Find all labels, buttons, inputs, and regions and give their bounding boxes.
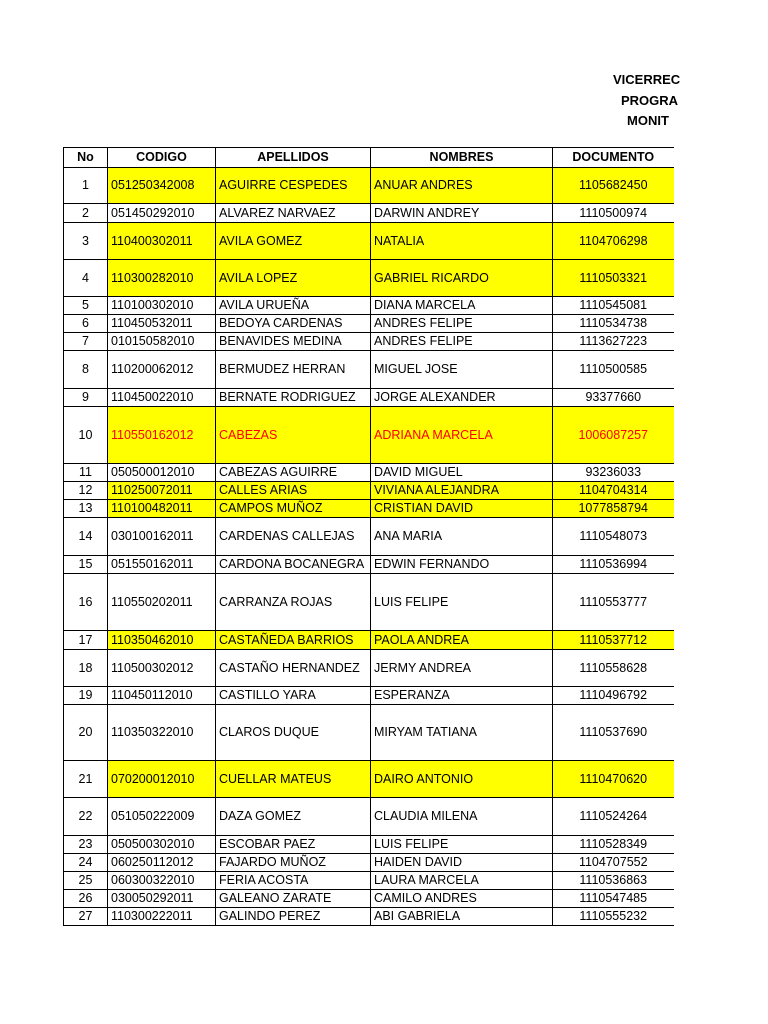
cell-documento: 1110536863 bbox=[553, 872, 674, 890]
cell-no: 22 bbox=[64, 798, 108, 836]
cell-no: 26 bbox=[64, 890, 108, 908]
cell-documento: 1110496792 bbox=[553, 687, 674, 705]
cell-apellidos: CABEZAS AGUIRRE bbox=[216, 464, 371, 482]
cell-documento: 1110536994 bbox=[553, 556, 674, 574]
cell-documento: 93377660 bbox=[553, 389, 674, 407]
cell-documento: 1110534738 bbox=[553, 315, 674, 333]
header-title-line-3: MONIT bbox=[627, 113, 669, 128]
cell-codigo: 110550162012 bbox=[108, 407, 216, 464]
cell-nombres: JORGE ALEXANDER bbox=[371, 389, 553, 407]
cell-codigo: 051550162011 bbox=[108, 556, 216, 574]
cell-codigo: 050500012010 bbox=[108, 464, 216, 482]
student-table bbox=[63, 147, 674, 926]
table-row bbox=[64, 407, 674, 464]
cell-nombres: DIANA MARCELA bbox=[371, 297, 553, 315]
cell-no: 27 bbox=[64, 908, 108, 926]
cell-apellidos: DAZA GOMEZ bbox=[216, 798, 371, 836]
cell-apellidos: CASTAÑO HERNANDEZ bbox=[216, 650, 371, 687]
cell-documento: 1110524264 bbox=[553, 798, 674, 836]
cell-documento: 1110500974 bbox=[553, 204, 674, 223]
cell-nombres: DAIRO ANTONIO bbox=[371, 761, 553, 798]
table-row bbox=[64, 500, 674, 518]
table-row bbox=[64, 872, 674, 890]
table-row bbox=[64, 761, 674, 798]
cell-documento: 1110528349 bbox=[553, 836, 674, 854]
column-header-no: No bbox=[64, 148, 108, 168]
cell-apellidos: FERIA ACOSTA bbox=[216, 872, 371, 890]
column-header-nombres: NOMBRES bbox=[371, 148, 553, 168]
cell-codigo: 060250112012 bbox=[108, 854, 216, 872]
table-row bbox=[64, 168, 674, 204]
cell-documento: 1110555232 bbox=[553, 908, 674, 926]
cell-codigo: 110300222011 bbox=[108, 908, 216, 926]
cell-apellidos: CLAROS DUQUE bbox=[216, 705, 371, 761]
cell-apellidos: GALINDO PEREZ bbox=[216, 908, 371, 926]
cell-codigo: 051250342008 bbox=[108, 168, 216, 204]
cell-no: 14 bbox=[64, 518, 108, 556]
cell-no: 6 bbox=[64, 315, 108, 333]
cell-nombres: NATALIA bbox=[371, 223, 553, 260]
cell-no: 15 bbox=[64, 556, 108, 574]
cell-nombres: ANA MARIA bbox=[371, 518, 553, 556]
cell-no: 23 bbox=[64, 836, 108, 854]
cell-apellidos: CARDONA BOCANEGRA bbox=[216, 556, 371, 574]
cell-codigo: 110450022010 bbox=[108, 389, 216, 407]
cell-apellidos: BERNATE RODRIGUEZ bbox=[216, 389, 371, 407]
table-row bbox=[64, 223, 674, 260]
column-header-apellidos: APELLIDOS bbox=[216, 148, 371, 168]
cell-codigo: 110350462010 bbox=[108, 631, 216, 650]
cell-apellidos: CUELLAR MATEUS bbox=[216, 761, 371, 798]
cell-documento: 1006087257 bbox=[553, 407, 674, 464]
cell-no: 4 bbox=[64, 260, 108, 297]
cell-documento: 1110553777 bbox=[553, 574, 674, 631]
cell-codigo: 110250072011 bbox=[108, 482, 216, 500]
cell-no: 8 bbox=[64, 351, 108, 389]
cell-no: 17 bbox=[64, 631, 108, 650]
header-title-line-2: PROGRA bbox=[621, 93, 679, 108]
cell-codigo: 070200012010 bbox=[108, 761, 216, 798]
cell-nombres: EDWIN FERNANDO bbox=[371, 556, 553, 574]
cell-codigo: 030050292011 bbox=[108, 890, 216, 908]
cell-apellidos: CASTAÑEDA BARRIOS bbox=[216, 631, 371, 650]
cell-no: 24 bbox=[64, 854, 108, 872]
table-row bbox=[64, 518, 674, 556]
cell-no: 7 bbox=[64, 333, 108, 351]
cell-no: 18 bbox=[64, 650, 108, 687]
table-row bbox=[64, 204, 674, 223]
table-row bbox=[64, 482, 674, 500]
cell-documento: 1113627223 bbox=[553, 333, 674, 351]
table-row bbox=[64, 333, 674, 351]
cell-documento: 1110558628 bbox=[553, 650, 674, 687]
cell-no: 21 bbox=[64, 761, 108, 798]
cell-apellidos: GALEANO ZARATE bbox=[216, 890, 371, 908]
cell-codigo: 110300282010 bbox=[108, 260, 216, 297]
cell-apellidos: CARDENAS CALLEJAS bbox=[216, 518, 371, 556]
cell-codigo: 110450532011 bbox=[108, 315, 216, 333]
cell-nombres: LUIS FELIPE bbox=[371, 574, 553, 631]
table-row bbox=[64, 631, 674, 650]
table-row bbox=[64, 260, 674, 297]
cell-documento: 1110545081 bbox=[553, 297, 674, 315]
cell-codigo: 110100302010 bbox=[108, 297, 216, 315]
cell-documento: 1077858794 bbox=[553, 500, 674, 518]
cell-nombres: ADRIANA MARCELA bbox=[371, 407, 553, 464]
table-row bbox=[64, 315, 674, 333]
cell-nombres: CRISTIAN DAVID bbox=[371, 500, 553, 518]
cell-nombres: ESPERANZA bbox=[371, 687, 553, 705]
cell-documento: 1104707552 bbox=[553, 854, 674, 872]
cell-codigo: 110200062012 bbox=[108, 351, 216, 389]
cell-no: 11 bbox=[64, 464, 108, 482]
table-row bbox=[64, 687, 674, 705]
table-row bbox=[64, 798, 674, 836]
cell-no: 25 bbox=[64, 872, 108, 890]
cell-codigo: 060300322010 bbox=[108, 872, 216, 890]
cell-nombres: DARWIN ANDREY bbox=[371, 204, 553, 223]
cell-documento: 1110548073 bbox=[553, 518, 674, 556]
cell-no: 16 bbox=[64, 574, 108, 631]
cell-no: 13 bbox=[64, 500, 108, 518]
cell-apellidos: BERMUDEZ HERRAN bbox=[216, 351, 371, 389]
cell-nombres: ANDRES FELIPE bbox=[371, 315, 553, 333]
table-row bbox=[64, 297, 674, 315]
cell-codigo: 110100482011 bbox=[108, 500, 216, 518]
cell-documento: 1110547485 bbox=[553, 890, 674, 908]
cell-no: 2 bbox=[64, 204, 108, 223]
cell-nombres: GABRIEL RICARDO bbox=[371, 260, 553, 297]
cell-apellidos: CASTILLO YARA bbox=[216, 687, 371, 705]
cell-codigo: 051050222009 bbox=[108, 798, 216, 836]
cell-apellidos: AGUIRRE CESPEDES bbox=[216, 168, 371, 204]
cell-apellidos: BENAVIDES MEDINA bbox=[216, 333, 371, 351]
cell-documento: 1110470620 bbox=[553, 761, 674, 798]
cell-nombres: JERMY ANDREA bbox=[371, 650, 553, 687]
cell-apellidos: AVILA LOPEZ bbox=[216, 260, 371, 297]
cell-apellidos: AVILA GOMEZ bbox=[216, 223, 371, 260]
cell-apellidos: BEDOYA CARDENAS bbox=[216, 315, 371, 333]
header-title-line-1: VICERREC bbox=[613, 72, 681, 87]
cell-nombres: MIGUEL JOSE bbox=[371, 351, 553, 389]
cell-no: 20 bbox=[64, 705, 108, 761]
cell-codigo: 110350322010 bbox=[108, 705, 216, 761]
table-row bbox=[64, 908, 674, 926]
cell-nombres: ANDRES FELIPE bbox=[371, 333, 553, 351]
cell-codigo: 110400302011 bbox=[108, 223, 216, 260]
cell-nombres: CAMILO ANDRES bbox=[371, 890, 553, 908]
table-row bbox=[64, 389, 674, 407]
cell-codigo: 050500302010 bbox=[108, 836, 216, 854]
cell-no: 1 bbox=[64, 168, 108, 204]
cell-nombres: VIVIANA ALEJANDRA bbox=[371, 482, 553, 500]
cell-codigo: 110450112010 bbox=[108, 687, 216, 705]
cell-codigo: 030100162011 bbox=[108, 518, 216, 556]
cell-documento: 1110500585 bbox=[553, 351, 674, 389]
cell-no: 3 bbox=[64, 223, 108, 260]
cell-nombres: ANUAR ANDRES bbox=[371, 168, 553, 204]
cell-no: 5 bbox=[64, 297, 108, 315]
cell-documento: 1104704314 bbox=[553, 482, 674, 500]
cell-apellidos: FAJARDO MUÑOZ bbox=[216, 854, 371, 872]
cell-apellidos: ESCOBAR PAEZ bbox=[216, 836, 371, 854]
column-header-codigo: CODIGO bbox=[108, 148, 216, 168]
table-row bbox=[64, 854, 674, 872]
cell-codigo: 110550202011 bbox=[108, 574, 216, 631]
cell-apellidos: CABEZAS bbox=[216, 407, 371, 464]
cell-documento: 1105682450 bbox=[553, 168, 674, 204]
cell-apellidos: CAMPOS MUÑOZ bbox=[216, 500, 371, 518]
cell-apellidos: AVILA URUEÑA bbox=[216, 297, 371, 315]
table-row bbox=[64, 890, 674, 908]
cell-codigo: 010150582010 bbox=[108, 333, 216, 351]
cell-apellidos: CARRANZA ROJAS bbox=[216, 574, 371, 631]
cell-documento: 1110537712 bbox=[553, 631, 674, 650]
table-header-row bbox=[64, 148, 674, 168]
cell-documento: 1104706298 bbox=[553, 223, 674, 260]
cell-documento: 1110537690 bbox=[553, 705, 674, 761]
cell-nombres: DAVID MIGUEL bbox=[371, 464, 553, 482]
table-row bbox=[64, 351, 674, 389]
cell-nombres: HAIDEN DAVID bbox=[371, 854, 553, 872]
cell-documento: 93236033 bbox=[553, 464, 674, 482]
table-row bbox=[64, 836, 674, 854]
table-row bbox=[64, 556, 674, 574]
table-row bbox=[64, 574, 674, 631]
table-row bbox=[64, 464, 674, 482]
cell-nombres: CLAUDIA MILENA bbox=[371, 798, 553, 836]
cell-apellidos: ALVAREZ NARVAEZ bbox=[216, 204, 371, 223]
cell-nombres: ABI GABRIELA bbox=[371, 908, 553, 926]
cell-documento: 1110503321 bbox=[553, 260, 674, 297]
cell-nombres: LUIS FELIPE bbox=[371, 836, 553, 854]
table-row bbox=[64, 650, 674, 687]
cell-codigo: 051450292010 bbox=[108, 204, 216, 223]
cell-codigo: 110500302012 bbox=[108, 650, 216, 687]
cell-no: 10 bbox=[64, 407, 108, 464]
cell-no: 12 bbox=[64, 482, 108, 500]
cell-no: 9 bbox=[64, 389, 108, 407]
cell-apellidos: CALLES ARIAS bbox=[216, 482, 371, 500]
column-header-documento: DOCUMENTO bbox=[553, 148, 674, 168]
table-row bbox=[64, 705, 674, 761]
cell-nombres: LAURA MARCELA bbox=[371, 872, 553, 890]
cell-nombres: MIRYAM TATIANA bbox=[371, 705, 553, 761]
cell-no: 19 bbox=[64, 687, 108, 705]
cell-nombres: PAOLA ANDREA bbox=[371, 631, 553, 650]
